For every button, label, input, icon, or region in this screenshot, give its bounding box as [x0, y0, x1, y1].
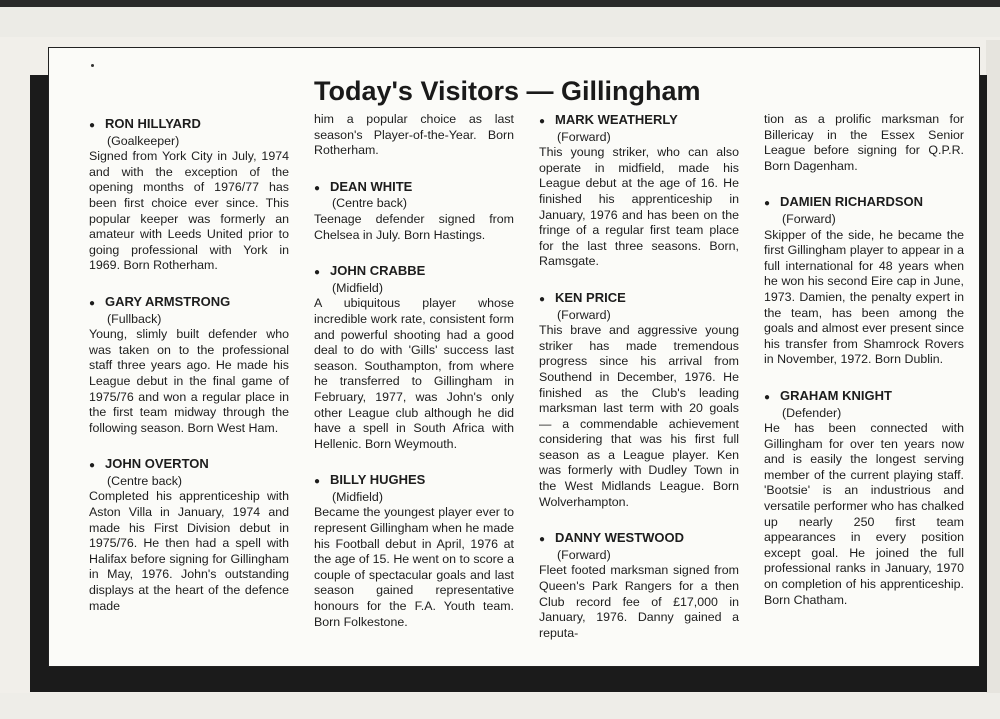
player-entry	[764, 194, 964, 368]
player-role: (Midfield)	[332, 489, 383, 504]
player-bio: A ubiquitous player whose incredible work rate, consistent form and powerful shooting had a good deal to do with 'Gills' success last season. Southampton, from where he transferred to Gillingham in February, 1977, was John's only other League club although he did have a spell in South Africa with Hellenic. Born Weymouth.	[314, 296, 514, 451]
player-bio: Fleet footed marksman signed from Queen's Park Rangers for a then Club record fee of £17,000 in January, 1976. Danny gained a reputa-	[539, 563, 739, 640]
player-entry	[314, 263, 514, 452]
player-name: MARK WEATHERLY	[555, 112, 678, 127]
player-entry	[89, 116, 289, 274]
player-role: (Centre back)	[332, 196, 408, 211]
player-entry	[764, 388, 964, 608]
bullet-icon: ●	[89, 297, 96, 309]
player-bio: Skipper of the side, he became the first Gillingham player to appear in a full international for 48 years when he won his second Eire cap in June, 1973. Damien, the penalty expert in the team, has been among the goals and almost ever present since his transfer from Shamrock Rovers in November, 1972. Born Dublin.	[764, 227, 964, 367]
bullet-icon: ●	[539, 116, 546, 127]
player-role: (Defender)	[782, 405, 842, 420]
page-title: Today's Visitors — Gillingham	[314, 76, 701, 106]
bullet-icon: ●	[314, 476, 321, 488]
player-name: DAMIEN RICHARDSON	[780, 194, 923, 210]
player-name: BILLY HUGHES	[330, 472, 426, 488]
player-role: (Midfield)	[332, 280, 383, 295]
player-bio: This young striker, who can also operate in midfield, made his League debut at the age of 16. He finished his apprenticeship in January, 1976 and has been on the fringe of a regular first team place for the last three seasons. Born, Ramsgate.	[539, 145, 739, 269]
bullet-icon: ●	[89, 460, 96, 472]
player-role: (Centre back)	[107, 473, 183, 488]
bullet-icon: ●	[764, 391, 771, 403]
column-2	[314, 112, 514, 650]
bottom-margin	[0, 693, 1000, 719]
player-entry	[89, 456, 289, 614]
player-role: (Goalkeeper)	[107, 133, 180, 148]
player-name: JOHN CRABBE	[330, 263, 426, 279]
continuation-text: him a popular choice as last season's Player-of-the-Year. Born Rotherham.	[314, 112, 514, 158]
player-role: (Forward)	[782, 211, 836, 226]
column-4	[764, 112, 964, 628]
player-name: KEN PRICE	[555, 289, 626, 305]
player-bio: He has been connected with Gillingham for over ten years now and is easily the longest serving member of the current playing staff. 'Bootsie' is an industrious and versatile performer who has chalked up nearly 250 first team appearances in every position except goal. He joined the full professional ranks in January, 1970 on completion of his apprenticeship. Born Chatham.	[764, 421, 964, 607]
bullet-icon: ●	[539, 293, 546, 305]
player-role: (Forward)	[557, 129, 611, 144]
bullet-icon: ●	[89, 120, 96, 131]
column-3	[539, 112, 739, 661]
player-name: DEAN WHITE	[330, 178, 413, 194]
player-entry	[539, 530, 739, 641]
continuation-text: tion as a prolific marksman for Billericay in the Essex Senior League before signing for Q.P.R. Born Dagenham.	[764, 112, 964, 173]
player-entry	[314, 472, 514, 630]
player-entry	[539, 290, 739, 510]
player-entry	[314, 179, 514, 243]
bullet-icon: ●	[764, 198, 771, 210]
bullet-icon: ●	[539, 534, 546, 546]
right-margin	[986, 40, 1000, 719]
player-name: GRAHAM KNIGHT	[780, 387, 892, 403]
bullet-icon: ●	[314, 182, 321, 194]
programme-page	[48, 47, 980, 667]
top-border	[0, 0, 1000, 7]
player-entry	[89, 294, 289, 436]
player-role: (Forward)	[557, 307, 611, 322]
player-bio: Completed his apprenticeship with Aston Villa in January, 1974 and made his First Division debut in 1975/76. He then had a spell with Halifax before signing for Gillingham in May, 1976. John's outstanding displays at the heart of the defence made	[89, 489, 289, 613]
player-bio: Teenage defender signed from Chelsea in July. Born Hastings.	[314, 211, 514, 242]
continued-text	[314, 112, 514, 159]
player-name: GARY ARMSTRONG	[105, 293, 231, 309]
player-bio: Became the youngest player ever to represent Gillingham when he made his Football debut in April, 1976 at the age of 15. He went on to score a couple of spectacular goals and last season gained representative honours for the F.A. Youth team. Born Folkestone.	[314, 505, 514, 629]
continued-text	[764, 112, 964, 174]
player-bio: Young, slimly built defender who was taken on to the professional staff three years ago. He made his League debut in the final game of 1975/76 and won a regular place in the first team midway through the following season. Born West Ham.	[89, 327, 289, 435]
player-name: DANNY WESTWOOD	[555, 530, 685, 546]
player-bio: This brave and aggressive young striker has made tremendous progress since his arrival from Southend in December, 1976. He finished as the Club's leading marksman last term with 20 goals — a commendable achievement considering that was his first full season as a League player. Ken was formerly with Dudley Town in the West Midlands League. Born Wolverhampton.	[539, 323, 739, 509]
player-name: RON HILLYARD	[105, 116, 201, 131]
player-entry	[539, 112, 739, 270]
speck	[91, 64, 94, 67]
player-role: (Forward)	[557, 547, 611, 562]
column-1	[89, 116, 289, 634]
player-bio: Signed from York City in July, 1974 and with the exception of the opening months of 1976/77 has been first choice ever since. This popular keeper was formerly an amateur with Leeds United prior to going professional with York in 1969. Born Rotherham.	[89, 149, 289, 273]
top-margin	[0, 7, 1000, 37]
player-name: JOHN OVERTON	[105, 456, 209, 472]
bullet-icon: ●	[314, 267, 321, 279]
player-role: (Fullback)	[107, 311, 162, 326]
